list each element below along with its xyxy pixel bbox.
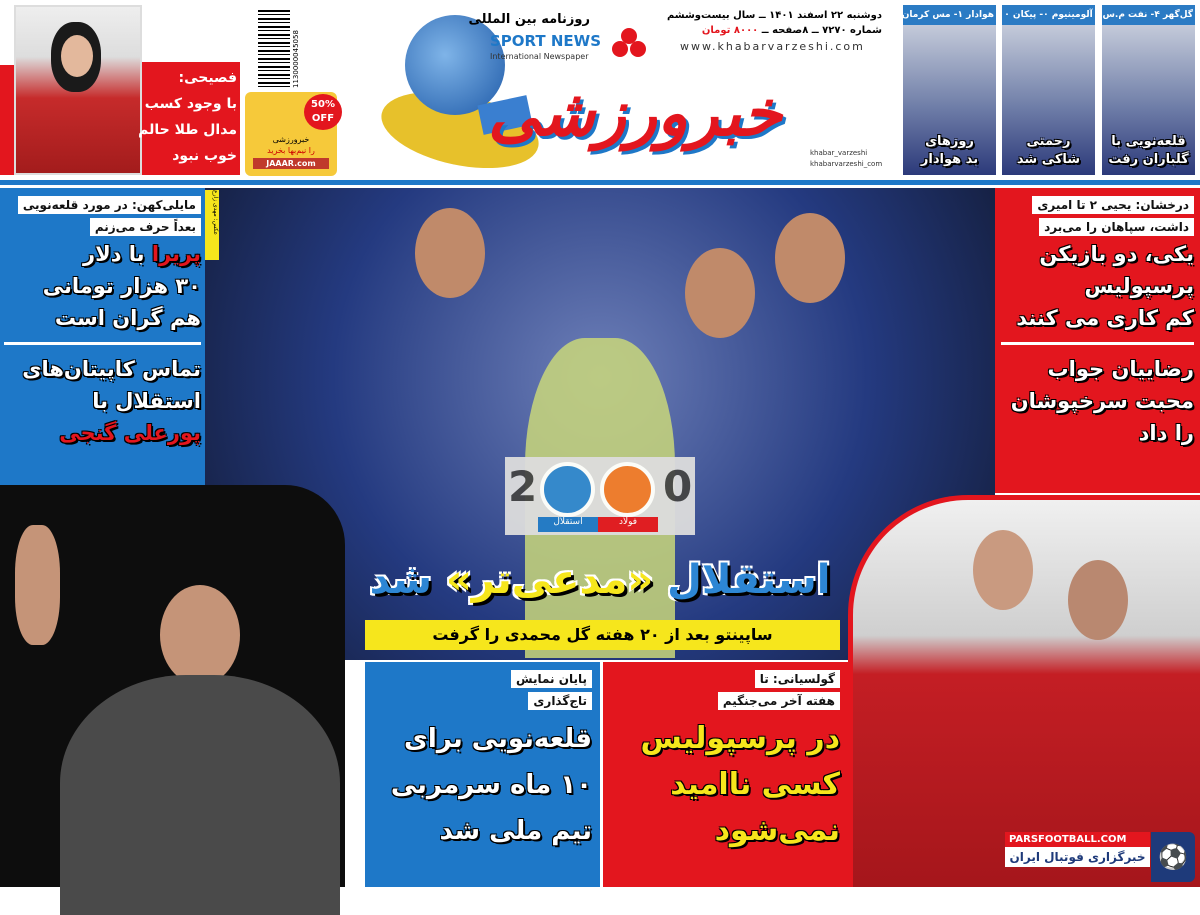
sport-news-text: SPORT NEWS (490, 32, 602, 50)
ad-site: JAAAR.com (253, 158, 329, 169)
headline-line: قلعه‌نویی برای (404, 724, 592, 754)
price: ۸۰۰۰ تومان (701, 25, 759, 36)
kicker: پایان نمایش (511, 670, 592, 688)
headline-line: کسی ناامید (670, 767, 840, 802)
right-headline (1001, 238, 1194, 334)
headline-line: را داد (1138, 421, 1194, 445)
headline-line: تماس کاپیتان‌های (22, 357, 201, 381)
right-column[interactable] (995, 188, 1200, 493)
thumbnail-caption: رحمتی شاکی شد (1016, 134, 1081, 167)
kicker: داشت، سپاهان را می‌برد (1039, 218, 1194, 236)
kicker: بعداً حرف می‌زنم (90, 218, 201, 236)
social-handle[interactable]: khabarvarzeshi_com (810, 160, 883, 168)
left-column[interactable] (0, 188, 205, 485)
headline-line: فصیحی: (178, 70, 237, 86)
headline-line: رضاییان جواب (1047, 357, 1194, 381)
left-headline (4, 238, 201, 334)
away-score: 0 (663, 462, 693, 511)
headline-line: خوب نبود (172, 148, 237, 164)
right-story-2 (1001, 353, 1194, 449)
headline-highlight: پورعلی گنجی (59, 421, 201, 445)
sport-news-sub: International Newspaper (490, 52, 589, 61)
headline-line: استقلال با (92, 389, 201, 413)
parsfootball-watermark[interactable] (1005, 832, 1195, 882)
headline-highlight: پریرا (151, 242, 201, 266)
headline-line: ۱۰ ماه سرمربی (390, 770, 592, 800)
headline-line: مدال طلا حالم (138, 122, 237, 138)
headline-highlight: «مدعی‌تر» (445, 557, 654, 603)
thumbnail-caption: روزهای بد هوادار (920, 134, 979, 167)
sport-news-title (490, 32, 601, 50)
headline-line: تیم ملی شد (439, 816, 592, 846)
photo-credit: عکس: مهدی زارع (205, 190, 219, 260)
headline-line: هم گران است (54, 306, 201, 330)
away-team-label: فولاد (598, 517, 658, 532)
kicker: درخشان: یحیی ۲ تا امیری (1032, 196, 1194, 214)
international-label: روزنامه بین المللی (468, 12, 590, 27)
home-team-label: استقلال (538, 517, 598, 532)
headline-line: نمی‌شود (714, 813, 840, 848)
main-headline[interactable] (345, 545, 855, 615)
headline-line: کم کاری می کنند (1016, 306, 1194, 330)
bottom-red-story[interactable] (603, 662, 848, 887)
top-left-headline[interactable] (138, 62, 240, 175)
thumbnail-label: هوادار ۱- مس کرمان ۱ (903, 5, 996, 25)
thumbnail-label: آلومینیوم ۰- پیکان ۰ (1002, 5, 1095, 25)
home-score: 2 (508, 462, 538, 511)
bottom-blue-headline (373, 716, 592, 854)
thumbnail-story[interactable] (1002, 5, 1095, 175)
ad-text: خبرورزشی (272, 135, 310, 144)
headline-line: یکی، دو بازیکن (1039, 242, 1194, 266)
foolad-logo-icon (600, 462, 655, 517)
website-link[interactable]: www.khabarvarzeshi.com (680, 40, 865, 53)
logo-dots-icon (612, 28, 646, 58)
thumbnail-caption: قلعه‌نویی با گلباران رفت (1108, 134, 1189, 167)
left-story-2 (4, 353, 201, 449)
kicker: مایلی‌کهن: در مورد قلعه‌نویی (18, 196, 201, 214)
kicker: گولسیانی: تا (755, 670, 840, 688)
barcode (258, 10, 290, 90)
athlete-photo (14, 5, 142, 175)
score-box (505, 457, 695, 535)
discount-badge: 50% OFF (304, 94, 342, 130)
bottom-red-headline (611, 716, 840, 854)
bottom-blue-story[interactable] (365, 662, 600, 887)
headline-line: با وجود کسب (144, 96, 237, 112)
divider (1001, 342, 1194, 345)
headline-line: ۳۰ هزار تومانی (42, 274, 201, 298)
footballer-icon: ⚽ (1151, 832, 1195, 882)
esteghlal-logo-icon (540, 462, 595, 517)
ad-text: را نیم‌بها بخرید (267, 146, 315, 155)
headline-part: شد (369, 557, 433, 603)
issue-number: شماره ۷۲۷۰ ــ ۸صفحه ــ (761, 25, 882, 36)
masthead (0, 0, 1200, 180)
thumbnail-story[interactable] (893, 5, 996, 175)
main-subheadline: ساپینتو بعد از ۲۰ هفته گل محمدی را گرفت (365, 620, 840, 650)
kicker: تاج‌گذاری (528, 692, 592, 710)
social-handle[interactable]: khabar_varzeshi (810, 149, 868, 157)
social-handles[interactable] (810, 148, 882, 170)
headline-line: در پرسپولیس (640, 721, 840, 756)
thumbnail-label: گل‌گهر ۴- نفت م.س ۰ (1102, 5, 1195, 25)
barcode-number: 1130000045058 (292, 30, 300, 88)
thumbnail-story[interactable] (1093, 5, 1195, 175)
headline-line: پرسپولیس (1084, 274, 1194, 298)
headline-line: محبت سرخپوشان (1010, 389, 1194, 413)
date-line: دوشنبه ۲۲ اسفند ۱۴۰۱ ــ سال بیست‌وششم (666, 10, 882, 21)
divider (4, 342, 201, 345)
jaaar-ad[interactable] (245, 92, 337, 176)
coach-photo (0, 485, 345, 887)
headline-part: استقلال (667, 557, 831, 603)
main-logo: خبرورزشی (488, 77, 782, 151)
headline-line: با دلار (82, 242, 145, 266)
header-divider (0, 180, 1200, 185)
watermark-site: PARSFOOTBALL.COM (1005, 832, 1150, 847)
issue-line (660, 25, 882, 36)
persepolis-photo (848, 495, 1200, 887)
kicker: هفته آخر می‌جنگیم (718, 692, 840, 710)
watermark-text: خبرگزاری فوتبال ایران (1005, 847, 1150, 867)
